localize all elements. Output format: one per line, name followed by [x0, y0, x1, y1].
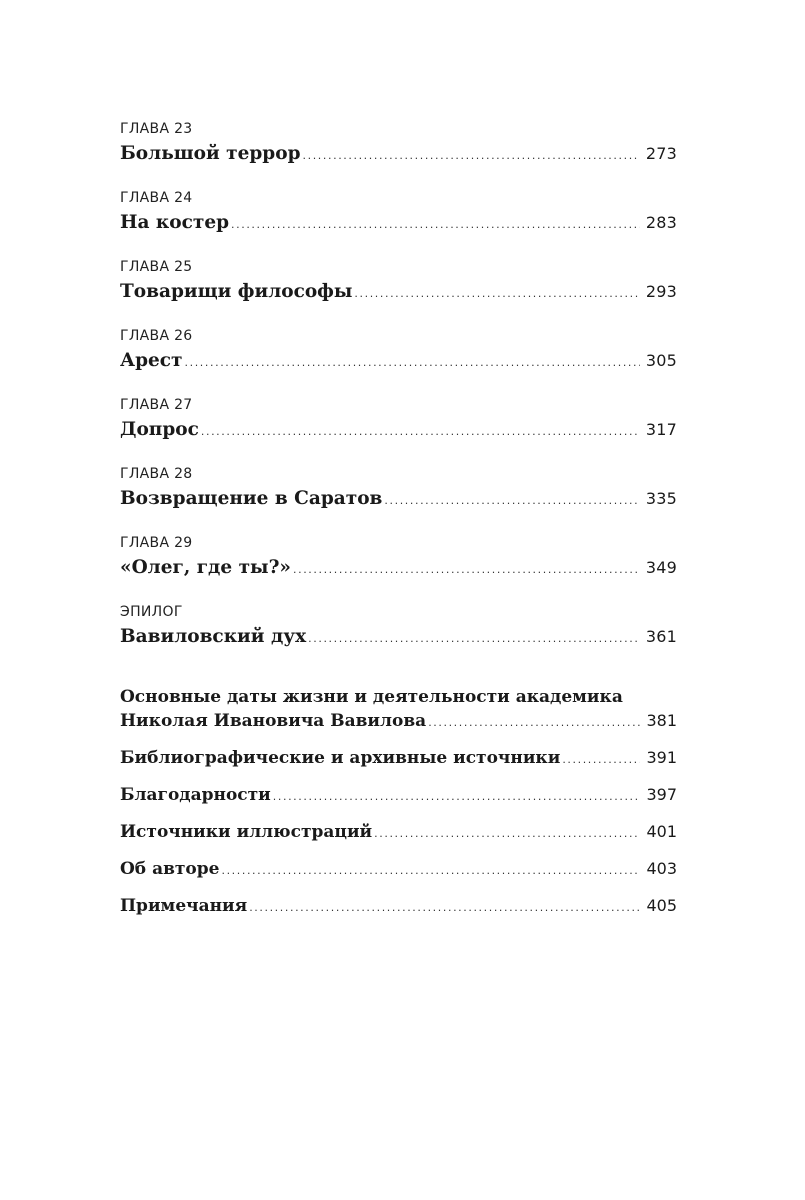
dot-leader [562, 748, 640, 772]
page-number: 349 [645, 558, 677, 577]
page-number: 317 [645, 420, 677, 439]
page-number: 403 [646, 859, 677, 878]
toc-chapter [120, 190, 677, 238]
dot-leader [384, 485, 639, 516]
chapter-label: ГЛАВА 29 [120, 535, 193, 551]
backmatter-entry[interactable] [120, 820, 677, 844]
page-number: 283 [645, 213, 677, 232]
page-number: 305 [645, 351, 677, 370]
dot-leader [231, 209, 640, 240]
dot-leader [354, 278, 639, 309]
toc-chapter [120, 121, 677, 169]
backmatter-title: Источники иллюстраций [120, 822, 373, 842]
backmatter-entry[interactable] [120, 857, 677, 881]
page-number: 273 [645, 144, 677, 163]
chapter-label: ГЛАВА 28 [120, 466, 193, 482]
chapter-title: Возвращение в Саратов [120, 488, 383, 509]
dot-leader [185, 347, 640, 378]
page-number: 293 [645, 282, 677, 301]
toc-chapter [120, 328, 677, 376]
page-number: 391 [646, 748, 677, 767]
toc-chapter [120, 397, 677, 445]
backmatter-title: Благодарности [120, 785, 271, 805]
toc-entry[interactable] [120, 621, 677, 652]
toc-entry[interactable] [120, 345, 677, 376]
dot-leader [201, 416, 640, 447]
backmatter-entry[interactable] [120, 783, 677, 807]
page-number: 397 [646, 785, 677, 804]
dot-leader [308, 623, 640, 654]
epilogue-label: ЭПИЛОГ [120, 604, 183, 620]
chapter-title: Арест [120, 350, 183, 371]
backmatter-entry[interactable] [120, 746, 677, 770]
toc-entry[interactable] [120, 414, 677, 445]
table-of-contents [120, 121, 677, 931]
backmatter-entry[interactable] [120, 894, 677, 918]
dot-leader [303, 140, 640, 171]
dot-leader [221, 859, 640, 883]
toc-chapter [120, 535, 677, 583]
backmatter-title: Примечания [120, 896, 248, 916]
chapter-label: ГЛАВА 27 [120, 397, 193, 413]
page-number: 401 [646, 822, 677, 841]
dot-leader [249, 896, 640, 920]
toc-entry[interactable] [120, 276, 677, 307]
dot-leader [293, 554, 640, 585]
chapter-title: «Олег, где ты?» [120, 557, 291, 578]
dot-leader [374, 822, 640, 846]
chapter-title: Товарищи философы [120, 281, 353, 302]
backmatter-entry[interactable] [120, 685, 677, 733]
chapter-label: ГЛАВА 24 [120, 190, 193, 206]
toc-chapter [120, 604, 677, 652]
backmatter-title: Об авторе [120, 859, 220, 879]
chapter-label: ГЛАВА 26 [120, 328, 193, 344]
dot-leader [428, 711, 640, 735]
toc-entry[interactable] [120, 552, 677, 583]
toc-chapter [120, 466, 677, 514]
backmatter-title: Николая Ивановича Вавилова [120, 711, 427, 731]
toc-entry[interactable] [120, 483, 677, 514]
backmatter-title: Библиографические и архивные источники [120, 748, 561, 768]
chapter-title: Вавиловский дух [120, 626, 307, 647]
chapter-label: ГЛАВА 25 [120, 259, 193, 275]
page-number: 381 [646, 711, 677, 730]
backmatter-list [120, 685, 677, 918]
page-number: 335 [645, 489, 677, 508]
toc-chapter [120, 259, 677, 307]
chapter-title: Допрос [120, 419, 199, 440]
page-number: 361 [645, 627, 677, 646]
toc-entry[interactable] [120, 207, 677, 238]
chapter-title: На костер [120, 212, 230, 233]
page-number: 405 [646, 896, 677, 915]
chapter-label: ГЛАВА 23 [120, 121, 193, 137]
backmatter-title-line1: Основные даты жизни и деятельности академика [120, 687, 623, 707]
chapter-title: Большой террор [120, 143, 301, 164]
dot-leader [273, 785, 641, 809]
toc-entry[interactable] [120, 138, 677, 169]
